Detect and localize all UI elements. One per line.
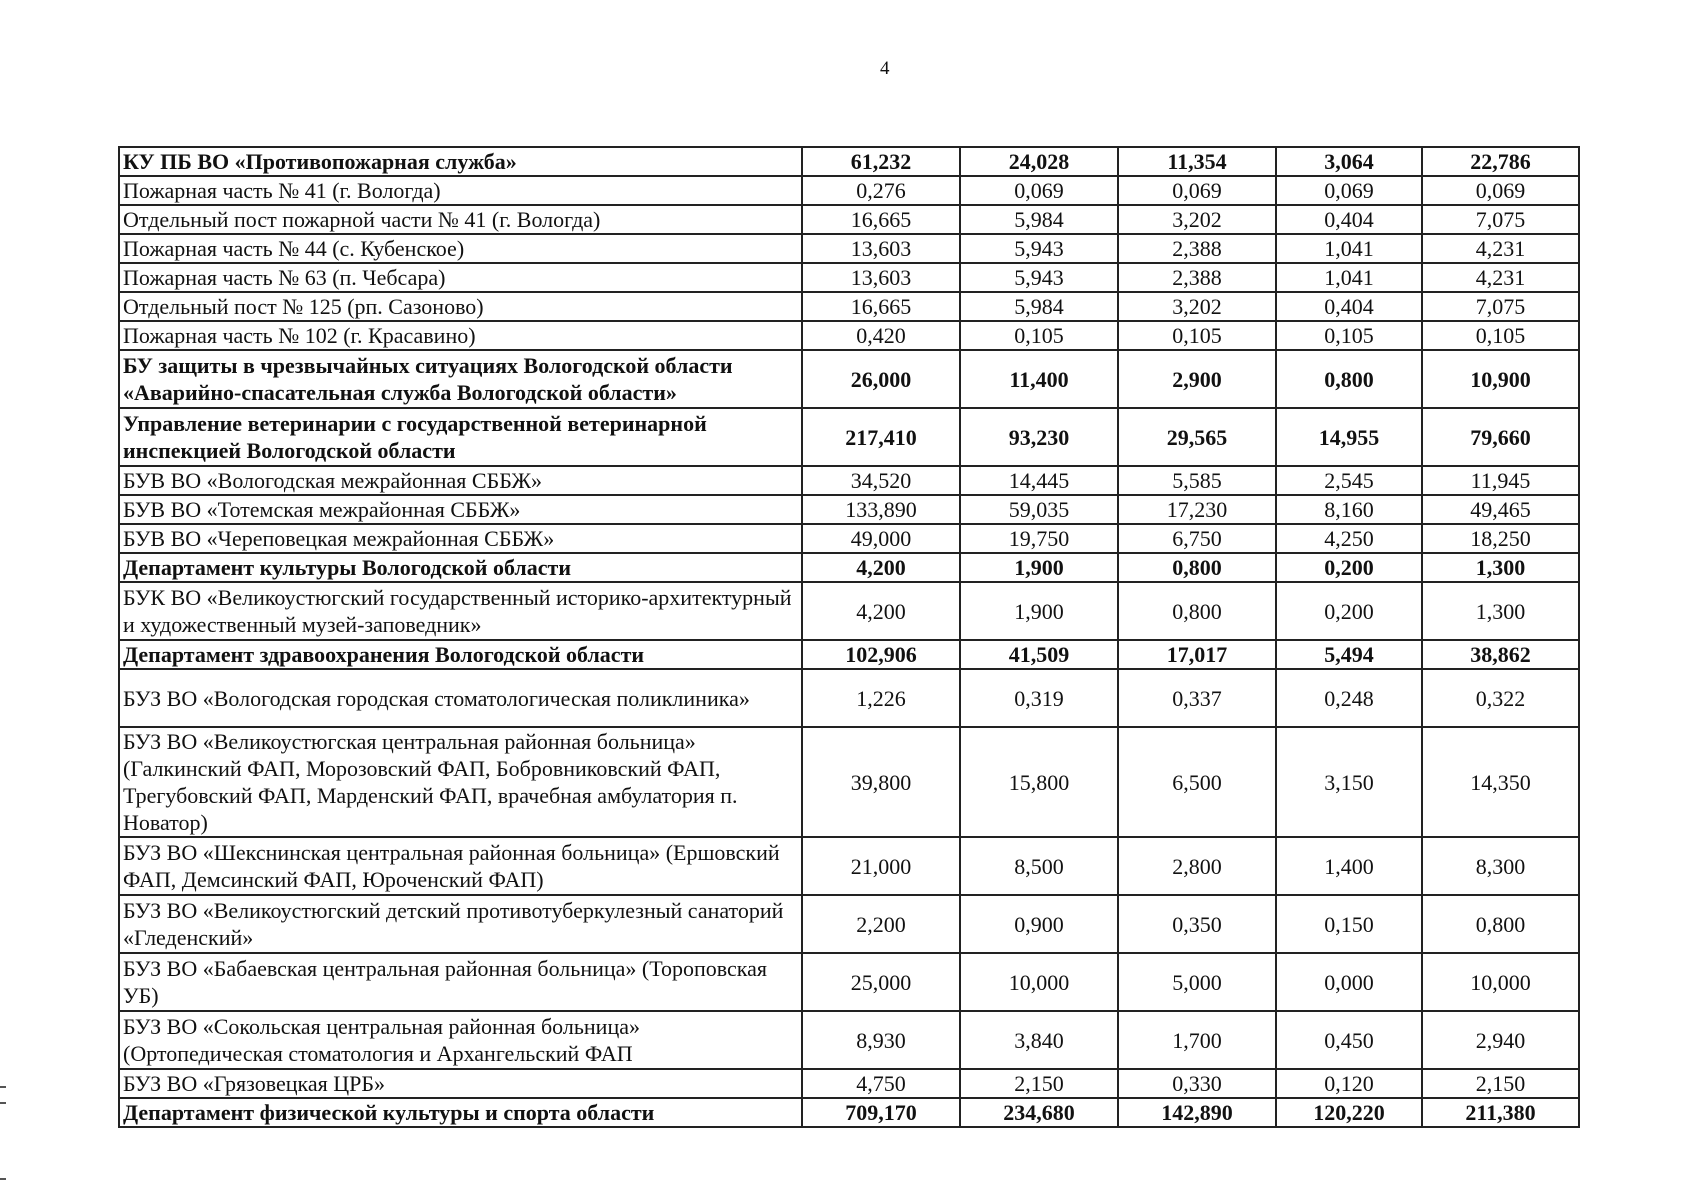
table-row xyxy=(119,321,1579,350)
scan-edge-mark xyxy=(0,1086,6,1104)
value-cell-col-4: 0,404 xyxy=(1276,205,1422,234)
table-row xyxy=(119,495,1579,524)
organization-name-cell: Пожарная часть № 44 (с. Кубенское) xyxy=(119,234,802,263)
value-cell-col-4: 1,041 xyxy=(1276,263,1422,292)
value-cell-col-3: 3,202 xyxy=(1118,205,1276,234)
value-cell-col-4: 0,105 xyxy=(1276,321,1422,350)
table-row xyxy=(119,1098,1579,1127)
value-cell-col-1: 21,000 xyxy=(802,837,960,895)
value-cell-col-2: 0,319 xyxy=(960,669,1118,727)
value-cell-col-3: 0,800 xyxy=(1118,582,1276,640)
value-cell-col-5: 0,322 xyxy=(1422,669,1579,727)
value-cell-col-5: 14,350 xyxy=(1422,727,1579,837)
value-cell-col-4: 1,041 xyxy=(1276,234,1422,263)
value-cell-col-5: 1,300 xyxy=(1422,553,1579,582)
table-row xyxy=(119,147,1579,176)
value-cell-col-3: 142,890 xyxy=(1118,1098,1276,1127)
value-cell-col-3: 17,230 xyxy=(1118,495,1276,524)
value-cell-col-2: 0,069 xyxy=(960,176,1118,205)
organization-name-cell: Пожарная часть № 41 (г. Вологда) xyxy=(119,176,802,205)
value-cell-col-3: 0,337 xyxy=(1118,669,1276,727)
value-cell-col-2: 11,400 xyxy=(960,350,1118,408)
value-cell-col-2: 5,943 xyxy=(960,234,1118,263)
table-row xyxy=(119,553,1579,582)
value-cell-col-5: 2,940 xyxy=(1422,1011,1579,1069)
organization-name-cell: БУЗ ВО «Грязовецкая ЦРБ» xyxy=(119,1069,802,1098)
organization-name-cell: Отдельный пост пожарной части № 41 (г. Вологда) xyxy=(119,205,802,234)
value-cell-col-5: 0,069 xyxy=(1422,176,1579,205)
table-row xyxy=(119,234,1579,263)
value-cell-col-5: 7,075 xyxy=(1422,205,1579,234)
value-cell-col-1: 39,800 xyxy=(802,727,960,837)
value-cell-col-2: 24,028 xyxy=(960,147,1118,176)
value-cell-col-3: 0,105 xyxy=(1118,321,1276,350)
value-cell-col-1: 4,200 xyxy=(802,553,960,582)
value-cell-col-5: 7,075 xyxy=(1422,292,1579,321)
value-cell-col-1: 0,420 xyxy=(802,321,960,350)
value-cell-col-1: 102,906 xyxy=(802,640,960,669)
table-row xyxy=(119,582,1579,640)
value-cell-col-1: 61,232 xyxy=(802,147,960,176)
organization-name-cell: Пожарная часть № 63 (п. Чебсара) xyxy=(119,263,802,292)
value-cell-col-4: 3,064 xyxy=(1276,147,1422,176)
value-cell-col-4: 0,248 xyxy=(1276,669,1422,727)
organization-name-cell: БУК ВО «Великоустюгский государственный историко-архитектурный и художественный музей-заповедник» xyxy=(119,582,802,640)
organization-name-cell: КУ ПБ ВО «Противопожарная служба» xyxy=(119,147,802,176)
table-row xyxy=(119,953,1579,1011)
value-cell-col-2: 93,230 xyxy=(960,408,1118,466)
value-cell-col-4: 0,120 xyxy=(1276,1069,1422,1098)
value-cell-col-2: 234,680 xyxy=(960,1098,1118,1127)
value-cell-col-2: 1,900 xyxy=(960,553,1118,582)
value-cell-col-2: 10,000 xyxy=(960,953,1118,1011)
value-cell-col-1: 133,890 xyxy=(802,495,960,524)
value-cell-col-3: 2,388 xyxy=(1118,234,1276,263)
value-cell-col-2: 5,984 xyxy=(960,292,1118,321)
value-cell-col-2: 8,500 xyxy=(960,837,1118,895)
value-cell-col-4: 0,800 xyxy=(1276,350,1422,408)
value-cell-col-5: 0,800 xyxy=(1422,895,1579,953)
value-cell-col-4: 0,000 xyxy=(1276,953,1422,1011)
organization-name-cell: БУВ ВО «Тотемская межрайонная СББЖ» xyxy=(119,495,802,524)
value-cell-col-5: 4,231 xyxy=(1422,263,1579,292)
value-cell-col-2: 41,509 xyxy=(960,640,1118,669)
value-cell-col-2: 19,750 xyxy=(960,524,1118,553)
value-cell-col-1: 16,665 xyxy=(802,292,960,321)
value-cell-col-3: 2,900 xyxy=(1118,350,1276,408)
value-cell-col-3: 6,750 xyxy=(1118,524,1276,553)
page-number: 4 xyxy=(880,58,890,79)
value-cell-col-4: 0,150 xyxy=(1276,895,1422,953)
value-cell-col-3: 11,354 xyxy=(1118,147,1276,176)
value-cell-col-5: 211,380 xyxy=(1422,1098,1579,1127)
table-row xyxy=(119,205,1579,234)
table-row xyxy=(119,524,1579,553)
table-row xyxy=(119,640,1579,669)
value-cell-col-2: 2,150 xyxy=(960,1069,1118,1098)
value-cell-col-4: 4,250 xyxy=(1276,524,1422,553)
value-cell-col-4: 2,545 xyxy=(1276,466,1422,495)
value-cell-col-2: 0,900 xyxy=(960,895,1118,953)
value-cell-col-1: 26,000 xyxy=(802,350,960,408)
value-cell-col-5: 11,945 xyxy=(1422,466,1579,495)
organization-name-cell: Департамент здравоохранения Вологодской области xyxy=(119,640,802,669)
value-cell-col-4: 0,200 xyxy=(1276,582,1422,640)
value-cell-col-5: 38,862 xyxy=(1422,640,1579,669)
value-cell-col-3: 5,585 xyxy=(1118,466,1276,495)
value-cell-col-4: 5,494 xyxy=(1276,640,1422,669)
value-cell-col-3: 0,800 xyxy=(1118,553,1276,582)
value-cell-col-1: 25,000 xyxy=(802,953,960,1011)
value-cell-col-5: 8,300 xyxy=(1422,837,1579,895)
scan-edge-mark xyxy=(0,1178,6,1180)
value-cell-col-1: 34,520 xyxy=(802,466,960,495)
organization-name-cell: БУЗ ВО «Бабаевская центральная районная больница» (Тороповская УБ) xyxy=(119,953,802,1011)
table-row xyxy=(119,350,1579,408)
value-cell-col-1: 217,410 xyxy=(802,408,960,466)
value-cell-col-3: 0,069 xyxy=(1118,176,1276,205)
value-cell-col-1: 49,000 xyxy=(802,524,960,553)
value-cell-col-5: 1,300 xyxy=(1422,582,1579,640)
value-cell-col-4: 120,220 xyxy=(1276,1098,1422,1127)
value-cell-col-1: 709,170 xyxy=(802,1098,960,1127)
value-cell-col-1: 13,603 xyxy=(802,263,960,292)
value-cell-col-2: 3,840 xyxy=(960,1011,1118,1069)
organization-name-cell: Отдельный пост № 125 (рп. Сазоново) xyxy=(119,292,802,321)
value-cell-col-2: 1,900 xyxy=(960,582,1118,640)
value-cell-col-3: 3,202 xyxy=(1118,292,1276,321)
organization-name-cell: БУЗ ВО «Великоустюгская центральная районная больница» (Галкинский ФАП, Морозовский ФАП, Бобровниковский ФАП, Трегубовский ФАП, Марденский ФАП, врачебная амбулатория п. Новатор) xyxy=(119,727,802,837)
table-row xyxy=(119,1069,1579,1098)
value-cell-col-3: 2,800 xyxy=(1118,837,1276,895)
value-cell-col-3: 29,565 xyxy=(1118,408,1276,466)
value-cell-col-4: 8,160 xyxy=(1276,495,1422,524)
value-cell-col-2: 5,943 xyxy=(960,263,1118,292)
value-cell-col-3: 0,350 xyxy=(1118,895,1276,953)
value-cell-col-1: 0,276 xyxy=(802,176,960,205)
value-cell-col-2: 15,800 xyxy=(960,727,1118,837)
table-row xyxy=(119,837,1579,895)
value-cell-col-1: 4,200 xyxy=(802,582,960,640)
organization-name-cell: БУЗ ВО «Шекснинская центральная районная больница» (Ершовский ФАП, Демсинский ФАП, Юроченский ФАП) xyxy=(119,837,802,895)
value-cell-col-2: 5,984 xyxy=(960,205,1118,234)
budget-table-body xyxy=(119,147,1579,1127)
value-cell-col-1: 1,226 xyxy=(802,669,960,727)
value-cell-col-5: 4,231 xyxy=(1422,234,1579,263)
table-row xyxy=(119,408,1579,466)
table-row xyxy=(119,669,1579,727)
table-row xyxy=(119,263,1579,292)
value-cell-col-5: 10,900 xyxy=(1422,350,1579,408)
table-row xyxy=(119,176,1579,205)
organization-name-cell: БУВ ВО «Вологодская межрайонная СББЖ» xyxy=(119,466,802,495)
value-cell-col-5: 22,786 xyxy=(1422,147,1579,176)
value-cell-col-5: 49,465 xyxy=(1422,495,1579,524)
value-cell-col-3: 5,000 xyxy=(1118,953,1276,1011)
organization-name-cell: Департамент культуры Вологодской области xyxy=(119,553,802,582)
value-cell-col-5: 2,150 xyxy=(1422,1069,1579,1098)
value-cell-col-5: 10,000 xyxy=(1422,953,1579,1011)
table-row xyxy=(119,895,1579,953)
value-cell-col-5: 0,105 xyxy=(1422,321,1579,350)
value-cell-col-1: 4,750 xyxy=(802,1069,960,1098)
organization-name-cell: Управление ветеринарии с государственной ветеринарной инспекцией Вологодской области xyxy=(119,408,802,466)
value-cell-col-5: 18,250 xyxy=(1422,524,1579,553)
value-cell-col-4: 14,955 xyxy=(1276,408,1422,466)
organization-name-cell: Департамент физической культуры и спорта области xyxy=(119,1098,802,1127)
value-cell-col-2: 59,035 xyxy=(960,495,1118,524)
value-cell-col-3: 0,330 xyxy=(1118,1069,1276,1098)
value-cell-col-4: 0,450 xyxy=(1276,1011,1422,1069)
table-row xyxy=(119,466,1579,495)
value-cell-col-4: 0,404 xyxy=(1276,292,1422,321)
table-row xyxy=(119,292,1579,321)
organization-name-cell: БУЗ ВО «Сокольская центральная районная больница» (Ортопедическая стоматология и Архангельский ФАП xyxy=(119,1011,802,1069)
value-cell-col-3: 1,700 xyxy=(1118,1011,1276,1069)
value-cell-col-4: 0,200 xyxy=(1276,553,1422,582)
value-cell-col-1: 13,603 xyxy=(802,234,960,263)
table-row xyxy=(119,727,1579,837)
value-cell-col-2: 14,445 xyxy=(960,466,1118,495)
organization-name-cell: БУВ ВО «Череповецкая межрайонная СББЖ» xyxy=(119,524,802,553)
value-cell-col-3: 2,388 xyxy=(1118,263,1276,292)
value-cell-col-4: 3,150 xyxy=(1276,727,1422,837)
value-cell-col-1: 16,665 xyxy=(802,205,960,234)
value-cell-col-1: 2,200 xyxy=(802,895,960,953)
organization-name-cell: Пожарная часть № 102 (г. Красавино) xyxy=(119,321,802,350)
value-cell-col-2: 0,105 xyxy=(960,321,1118,350)
organization-name-cell: БУ защиты в чрезвычайных ситуациях Вологодской области «Аварийно-спасательная служба Вологодской области» xyxy=(119,350,802,408)
value-cell-col-4: 0,069 xyxy=(1276,176,1422,205)
organization-name-cell: БУЗ ВО «Вологодская городская стоматологическая поликлиника» xyxy=(119,669,802,727)
organization-name-cell: БУЗ ВО «Великоустюгский детский противотуберкулезный санаторий «Гледенский» xyxy=(119,895,802,953)
value-cell-col-3: 6,500 xyxy=(1118,727,1276,837)
table-row xyxy=(119,1011,1579,1069)
value-cell-col-3: 17,017 xyxy=(1118,640,1276,669)
budget-table-container xyxy=(118,146,1580,1128)
value-cell-col-5: 79,660 xyxy=(1422,408,1579,466)
value-cell-col-4: 1,400 xyxy=(1276,837,1422,895)
value-cell-col-1: 8,930 xyxy=(802,1011,960,1069)
budget-table xyxy=(118,146,1580,1128)
